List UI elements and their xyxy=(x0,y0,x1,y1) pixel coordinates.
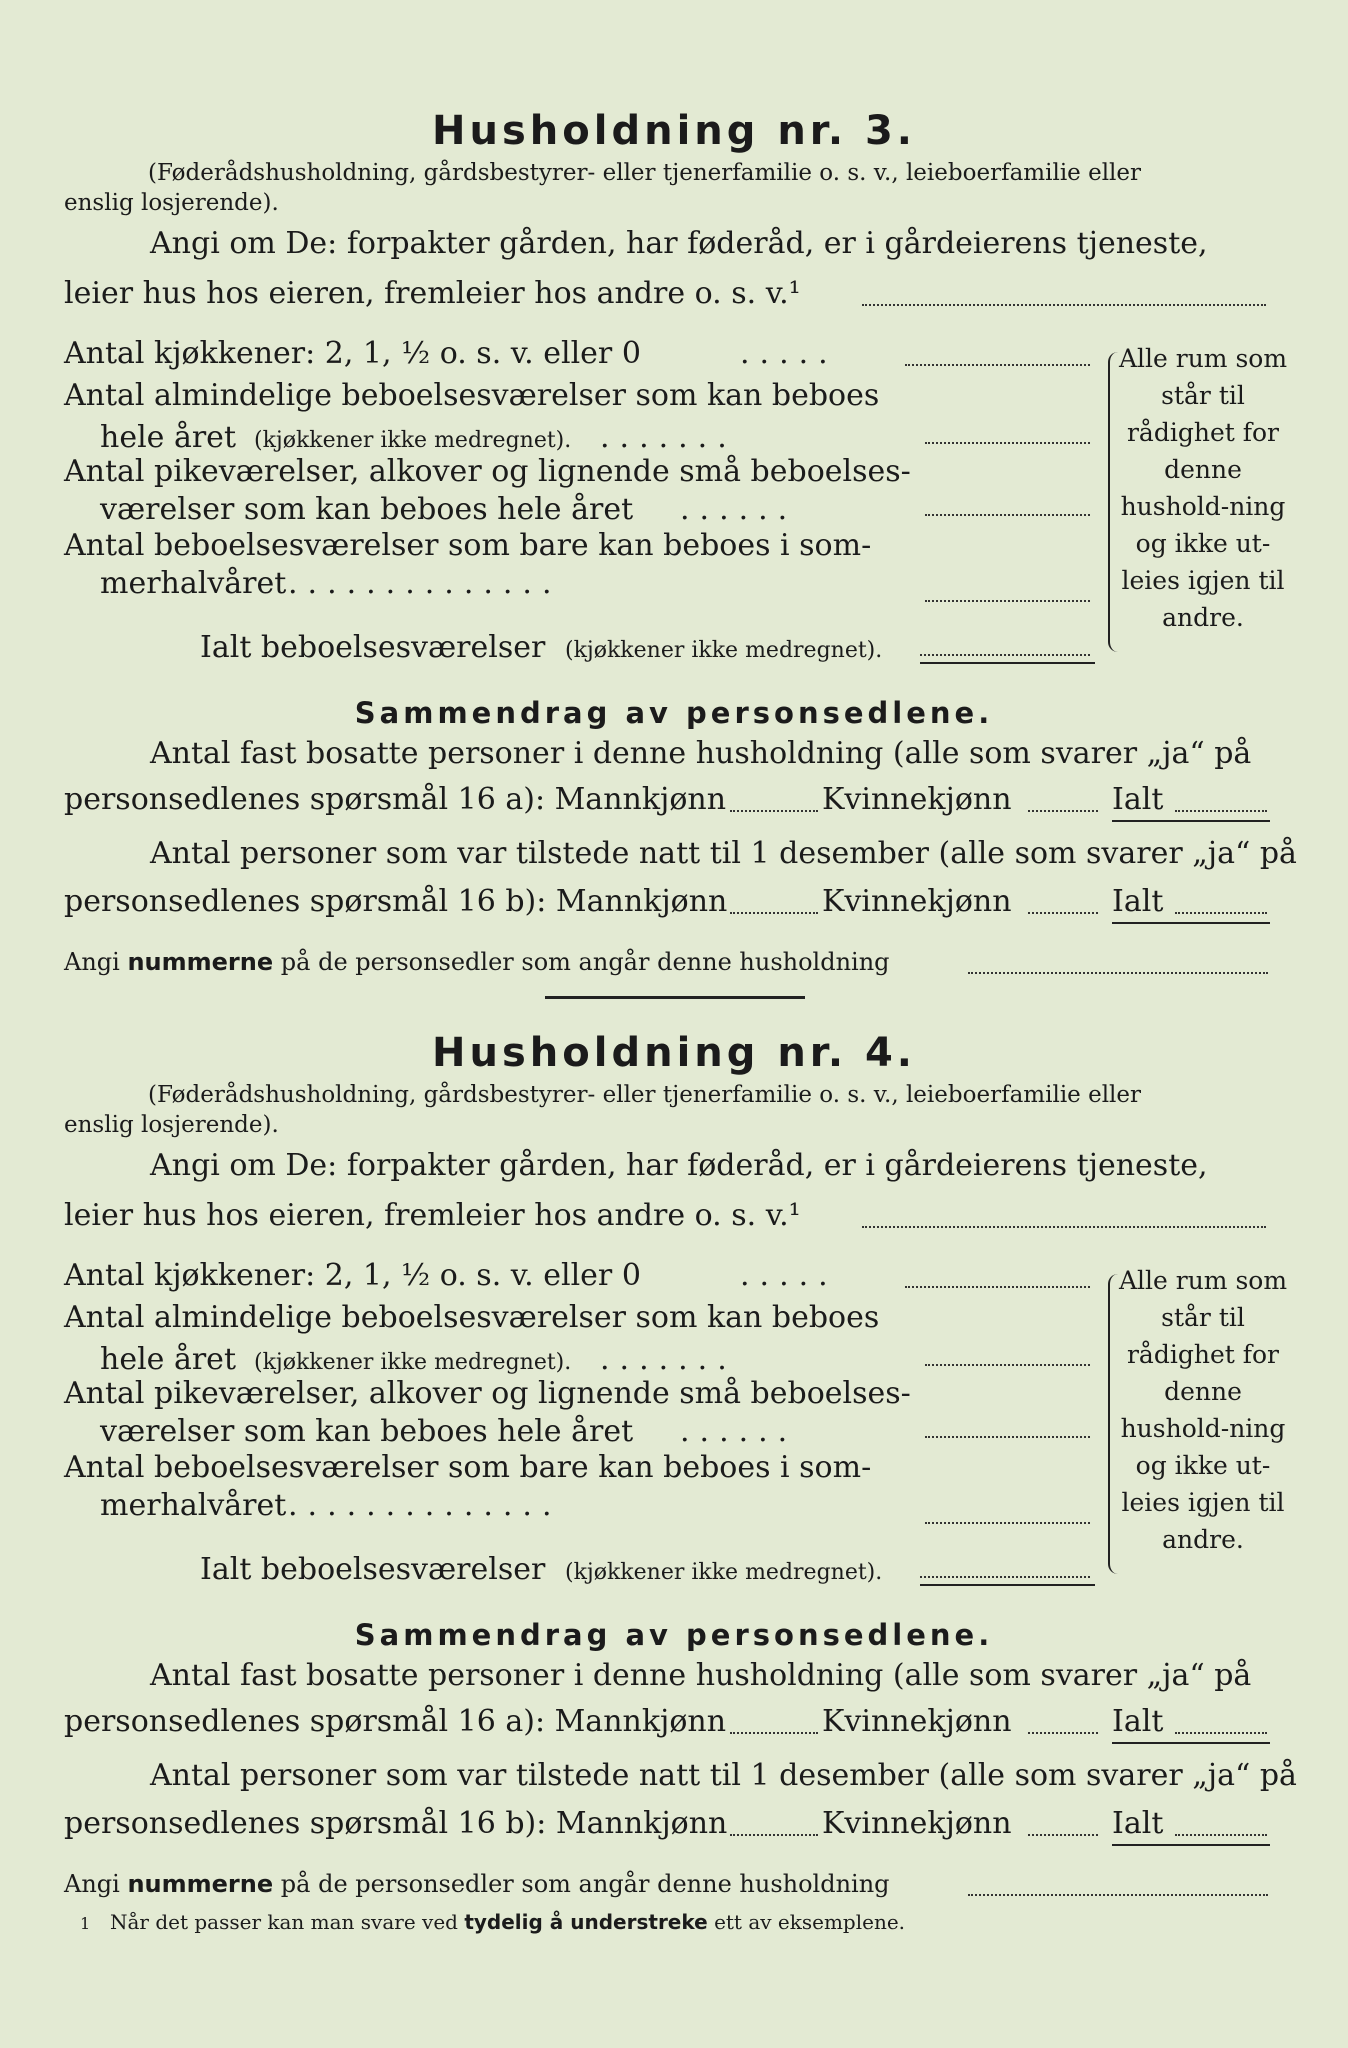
resident-total-underline xyxy=(1112,1742,1270,1744)
present-total-underline xyxy=(1112,1844,1270,1846)
present-male-field[interactable] xyxy=(730,1834,818,1836)
household-3 xyxy=(0,0,1348,1000)
maid-rooms-dots: ...... xyxy=(680,1414,798,1449)
present-persons-line1: Antal personer som var tilstede natt til 1 desember (alle som svarer „ja“ på xyxy=(150,1758,1297,1793)
ordinary-rooms-label: Antal almindelige beboelsesværelser som kan beboes xyxy=(64,378,880,413)
angi-tenure-line2: leier hus hos eieren, fremleier hos andre o. s. v.¹ xyxy=(64,276,801,311)
total-rooms-answer-field[interactable] xyxy=(920,654,1090,656)
ordinary-rooms-label: Antal almindelige beboelsesværelser som kan beboes xyxy=(64,1300,880,1335)
total-rooms-underline xyxy=(920,662,1095,664)
present-total-label: Ialt xyxy=(1112,884,1164,919)
total-rooms-note: (kjøkkener ikke medregnet). xyxy=(565,1560,883,1585)
resident-female-field[interactable] xyxy=(1028,1732,1098,1734)
footnote xyxy=(110,1910,905,1934)
total-rooms-underline xyxy=(920,1584,1095,1586)
present-total-field[interactable] xyxy=(1175,912,1267,914)
ordinary-rooms-note: (kjøkkener ikke medregnet). xyxy=(254,1350,572,1375)
footnote-mark: 1 xyxy=(80,1914,91,1933)
summer-rooms-label: Antal beboelsesværelser som bare kan beboes i som- xyxy=(64,528,872,563)
household-type-note: (Føderådshusholdning, gårdsbestyrer- eller tjenerfamilie o. s. v., leieboerfamilie eller xyxy=(148,160,1142,186)
kitchens-answer-field[interactable] xyxy=(905,1286,1090,1288)
person-numbers-bold: nummerne xyxy=(127,948,274,976)
resident-male-field[interactable] xyxy=(730,810,818,812)
ordinary-rooms-dots: ....... xyxy=(600,420,737,455)
person-numbers-line xyxy=(64,1870,890,1898)
person-numbers-suffix: på de personsedler som angår denne husholdning xyxy=(280,1870,890,1898)
present-persons-line1: Antal personer som var tilstede natt til 1 desember (alle som svarer „ja“ på xyxy=(150,836,1297,871)
side-note: Alle rum som står til rådighet for denne hushold-ning og ikke ut-leies igjen til andre. xyxy=(1118,1266,1288,1554)
resident-total-field[interactable] xyxy=(1175,810,1267,812)
summer-rooms-answer-field[interactable] xyxy=(925,1522,1090,1524)
resident-persons-line2: personsedlenes spørsmål 16 a): Mannkjønn xyxy=(64,782,727,817)
household-type-note: (Føderådshusholdning, gårdsbestyrer- eller tjenerfamilie o. s. v., leieboerfamilie eller xyxy=(148,1082,1142,1108)
side-note: Alle rum som står til rådighet for denne hushold-ning og ikke ut-leies igjen til andre. xyxy=(1118,344,1288,632)
household-title: Husholdning nr. 4. xyxy=(432,1030,916,1076)
resident-female-field[interactable] xyxy=(1028,810,1098,812)
resident-total-field[interactable] xyxy=(1175,1732,1267,1734)
summer-rooms-dots: .............. xyxy=(288,1488,562,1523)
kitchens-label: Antal kjøkkener: 2, 1, ½ o. s. v. eller 0 xyxy=(64,1258,641,1293)
person-numbers-prefix: Angi xyxy=(64,948,120,976)
tenure-answer-field[interactable] xyxy=(862,1226,1266,1228)
summer-rooms-dots: .............. xyxy=(288,566,562,601)
kitchens-answer-field[interactable] xyxy=(905,364,1090,366)
present-male-field[interactable] xyxy=(730,912,818,914)
kitchens-dots: ..... xyxy=(740,336,838,371)
total-rooms-note: (kjøkkener ikke medregnet). xyxy=(565,638,883,663)
footnote-prefix: Når det passer kan man svare ved xyxy=(110,1910,458,1934)
resident-total-label: Ialt xyxy=(1112,1704,1164,1739)
summer-rooms-label: Antal beboelsesværelser som bare kan beboes i som- xyxy=(64,1450,872,1485)
ordinary-rooms-answer-field[interactable] xyxy=(925,442,1090,444)
present-female-field[interactable] xyxy=(1028,1834,1098,1836)
resident-persons-line1: Antal fast bosatte personer i denne husholdning (alle som svarer „ja“ på xyxy=(150,736,1252,771)
total-rooms-label: Ialt beboelsesværelser xyxy=(200,630,546,665)
present-total-field[interactable] xyxy=(1175,1834,1267,1836)
household-type-note-cont: enslig losjerende). xyxy=(64,190,279,216)
summer-rooms-label-cont: merhalvåret xyxy=(100,1488,287,1523)
total-rooms-answer-field[interactable] xyxy=(920,1576,1090,1578)
present-total-label: Ialt xyxy=(1112,1806,1164,1841)
summer-rooms-answer-field[interactable] xyxy=(925,600,1090,602)
kitchens-label: Antal kjøkkener: 2, 1, ½ o. s. v. eller 0 xyxy=(64,336,641,371)
person-numbers-suffix: på de personsedler som angår denne husholdning xyxy=(280,948,890,976)
present-female-label: Kvinnekjønn xyxy=(822,1806,1012,1841)
resident-total-underline xyxy=(1112,820,1270,822)
resident-persons-line2: personsedlenes spørsmål 16 a): Mannkjønn xyxy=(64,1704,727,1739)
person-numbers-prefix: Angi xyxy=(64,1870,120,1898)
present-persons-line2: personsedlenes spørsmål 16 b): Mannkjønn xyxy=(64,1806,728,1841)
resident-female-label: Kvinnekjønn xyxy=(822,1704,1012,1739)
angi-tenure-line2: leier hus hos eieren, fremleier hos andre o. s. v.¹ xyxy=(64,1198,801,1233)
present-female-label: Kvinnekjønn xyxy=(822,884,1012,919)
maid-rooms-answer-field[interactable] xyxy=(925,514,1090,516)
present-female-field[interactable] xyxy=(1028,912,1098,914)
summer-rooms-label-cont: merhalvåret xyxy=(100,566,287,601)
angi-tenure-line1: Angi om De: forpakter gården, har føderåd, er i gårdeierens tjeneste, xyxy=(150,1148,1208,1183)
maid-rooms-answer-field[interactable] xyxy=(925,1436,1090,1438)
maid-rooms-dots: ...... xyxy=(680,492,798,527)
resident-persons-line1: Antal fast bosatte personer i denne husholdning (alle som svarer „ja“ på xyxy=(150,1658,1252,1693)
angi-tenure-line1: Angi om De: forpakter gården, har føderåd, er i gårdeierens tjeneste, xyxy=(150,226,1208,261)
household-title: Husholdning nr. 3. xyxy=(432,108,916,154)
maid-rooms-label: Antal pikeværelser, alkover og lignende små beboelses- xyxy=(64,454,911,489)
present-persons-line2: personsedlenes spørsmål 16 b): Mannkjønn xyxy=(64,884,728,919)
person-numbers-field[interactable] xyxy=(968,1894,1268,1896)
ordinary-rooms-note: (kjøkkener ikke medregnet). xyxy=(254,428,572,453)
resident-male-field[interactable] xyxy=(730,1732,818,1734)
maid-rooms-label-cont: værelser som kan beboes hele året xyxy=(100,1414,634,1449)
total-rooms-label: Ialt beboelsesværelser xyxy=(200,1552,546,1587)
ordinary-rooms-dots: ....... xyxy=(600,1342,737,1377)
person-numbers-bold: nummerne xyxy=(127,1870,274,1898)
household-4 xyxy=(0,922,1348,1922)
resident-total-label: Ialt xyxy=(1112,782,1164,817)
footnote-bold: tydelig å understreke xyxy=(464,1910,708,1934)
household-type-note-cont: enslig losjerende). xyxy=(64,1112,279,1138)
maid-rooms-label: Antal pikeværelser, alkover og lignende små beboelses- xyxy=(64,1376,911,1411)
maid-rooms-label-cont: værelser som kan beboes hele året xyxy=(100,492,634,527)
ordinary-rooms-answer-field[interactable] xyxy=(925,1364,1090,1366)
summary-title: Sammendrag av personsedlene. xyxy=(354,696,994,730)
footnote-suffix: ett av eksemplene. xyxy=(714,1910,906,1934)
kitchens-dots: ..... xyxy=(740,1258,838,1293)
tenure-answer-field[interactable] xyxy=(862,304,1266,306)
ordinary-rooms-label-cont: hele året xyxy=(100,420,236,455)
resident-female-label: Kvinnekjønn xyxy=(822,782,1012,817)
ordinary-rooms-label-cont: hele året xyxy=(100,1342,236,1377)
summary-title: Sammendrag av personsedlene. xyxy=(354,1618,994,1652)
